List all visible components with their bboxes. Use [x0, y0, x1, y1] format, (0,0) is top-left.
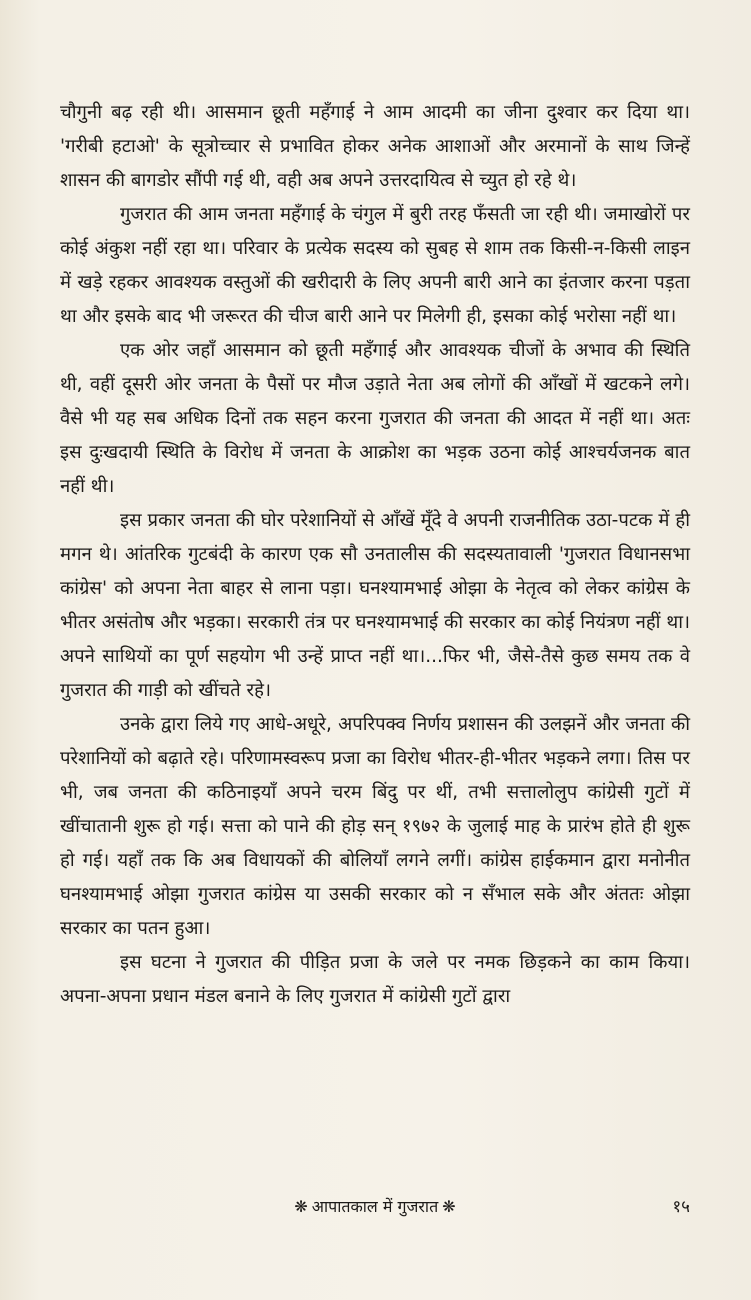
paragraph-6: इस घटना ने गुजरात की पीड़ित प्रजा के जले पर नमक छिड़कने का काम किया। अपना-अपना प्रधान मंडल बनाने के लिए गुजरात में कांग्रेसी गुटों द्वारा: [60, 952, 690, 1007]
paragraph-1: चौगुनी बढ़ रही थी। आसमान छूती महँगाई ने आम आदमी का जीना दुश्वार कर दिया था। 'गरीबी हटाओ' के सूत्रोच्चार से प्रभावित होकर अनेक आशाओं और अरमानों के साथ जिन्हें शासन की बागडोर सौंपी गई थी, वही अब अपने उत्तरदायित्व से च्युत हो रहे थे।: [60, 102, 690, 191]
paragraph-4: इस प्रकार जनता की घोर परेशानियों से आँखें मूँदे वे अपनी राजनीतिक उठा-पटक में ही मगन थे। आंतरिक गुटबंदी के कारण एक सौ उनतालीस की सदस्यतावाली 'गुजरात विधानसभा कांग्रेस' को अपना नेता बाहर से लाना पड़ा। घनश्यामभाई ओझा के नेतृत्व को लेकर कांग्रेस के भीतर असंतोष और भड़का। सरकारी तंत्र पर घनश्यामभाई की सरकार का कोई नियंत्रण नहीं था। अपने साथियों का पूर्ण सहयोग भी उन्हें प्राप्त नहीं था।...फिर भी, जैसे-तैसे कुछ समय तक वे गुजरात की गाड़ी को खींचते रहे।: [60, 510, 690, 701]
star-ornament-icon: ❋: [442, 1197, 456, 1216]
star-ornament-icon: ❋: [294, 1197, 308, 1216]
book-title: आपातकाल में गुजरात: [311, 1197, 439, 1216]
paragraph-3: एक ओर जहाँ आसमान को छूती महँगाई और आवश्यक चीजों के अभाव की स्थिति थी, वहीं दूसरी ओर जनता के पैसों पर मौज उड़ाते नेता अब लोगों की आँखों में खटकने लगे। वैसे भी यह सब अधिक दिनों तक सहन करना गुजरात की जनता की आदत में नहीं था। अतः इस दुःखदायी स्थिति के विरोध में जनता के आक्रोश का भड़क उठना कोई आश्चर्यजनक बात नहीं थी।: [60, 340, 690, 497]
body-text: [60, 96, 690, 1014]
page-footer: [60, 1192, 690, 1222]
page-number: १५: [672, 1197, 690, 1217]
paragraph-5: उनके द्वारा लिये गए आधे-अधूरे, अपरिपक्व निर्णय प्रशासन की उलझनें और जनता की परेशानियों को बढ़ाते रहे। परिणामस्वरूप प्रजा का विरोध भीतर-ही-भीतर भड़कने लगा। तिस पर भी, जब जनता की कठिनाइयाँ अपने चरम बिंदु पर थीं, तभी सत्तालोलुप कांग्रेसी गुटों में खींचातानी शुरू हो गई। सत्ता को पाने की होड़ सन् १९७२ के जुलाई माह के प्रारंभ होते ही शुरू हो गई। यहाँ तक कि अब विधायकों की बोलियाँ लगने लगीं। कांग्रेस हाईकमान द्वारा मनोनीत घनश्यामभाई ओझा गुजरात कांग्रेस या उसकी सरकार को न सँभाल सके और अंततः ओझा सरकार का पतन हुआ।: [60, 714, 690, 939]
running-footer: [60, 1192, 690, 1222]
paragraph-2: गुजरात की आम जनता महँगाई के चंगुल में बुरी तरह फँसती जा रही थी। जमाखोरों पर कोई अंकुश नहीं रहा था। परिवार के प्रत्येक सदस्य को सुबह से शाम तक किसी-न-किसी लाइन में खड़े रहकर आवश्यक वस्तुओं की खरीदारी के लिए अपनी बारी आने का इंतजार करना पड़ता था और इसके बाद भी जरूरत की चीज बारी आने पर मिलेगी ही, इसका कोई भरोसा नहीं था।: [60, 204, 690, 327]
